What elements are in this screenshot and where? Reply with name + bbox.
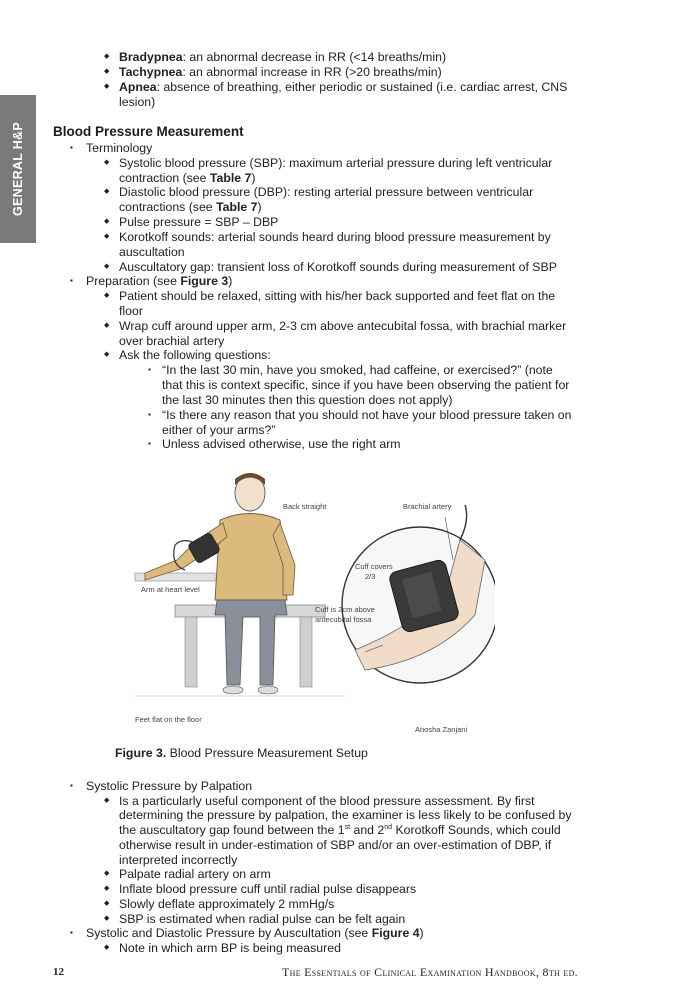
list-item-cont: contraction (see Table 7): [119, 171, 256, 185]
label-feet-flat: Feet flat on the floor: [135, 715, 202, 724]
list-item-cont: that this is context specific, since if you have been observing the patient for: [162, 378, 570, 392]
running-footer-title: The Essentials of Clinical Examination Handbook, 8th ed.: [281, 965, 578, 979]
patient-foot: [258, 686, 278, 694]
magnified-tube: [460, 505, 467, 540]
bench-leg: [185, 617, 197, 687]
list-item-cont: lesion): [119, 95, 156, 109]
label-cuff-covers: Cuff covers: [355, 562, 393, 571]
patient-legs: [215, 600, 287, 685]
patient-torso: [215, 514, 287, 601]
bench-leg: [300, 617, 312, 687]
label-back-straight: Back straight: [283, 502, 327, 511]
section-heading: Blood Pressure Measurement: [53, 124, 244, 139]
side-tab-label: GENERAL H&P: [11, 121, 25, 217]
label-cuff-covers-value: 2/3: [365, 572, 376, 581]
figure-caption: Figure 3. Blood Pressure Measurement Setup: [115, 746, 368, 760]
list-item-cont: the auscultatory gap found between the 1st and 2nd Korotkoff Sounds, which could: [119, 823, 561, 837]
list-item-cont: either of your arms?”: [162, 423, 276, 437]
list-item-cont: otherwise result in under-estimation of SBP and/or an over-estimation of DBP, if: [119, 838, 552, 852]
list-item-cont: floor: [119, 304, 143, 318]
list-item-cont: auscultation: [119, 245, 185, 259]
label-brachial-artery: Brachial artery: [403, 502, 452, 511]
list-item-cont: over brachial artery: [119, 334, 225, 348]
list-item-cont: determining the pressure by palpation, the examiner is less likely to be confused by: [119, 808, 572, 822]
list-item-cont: the last 30 minutes then this question does not apply): [162, 393, 453, 407]
label-arm-heart-level: Arm at heart level: [141, 585, 200, 594]
label-antecubital: antecubital fossa: [315, 615, 372, 624]
label-artist: Anosha Zanjani: [415, 725, 468, 734]
section-side-tab: [0, 95, 36, 243]
list-item-cont: interpreted incorrectly: [119, 853, 238, 867]
list-item-cont: contractions (see Table 7): [119, 200, 262, 214]
patient-foot: [223, 686, 243, 694]
blood-pressure-setup-illustration: [115, 465, 495, 735]
label-cuff-above: Cuff is 2cm above: [315, 605, 375, 614]
page-number: 12: [53, 966, 64, 978]
